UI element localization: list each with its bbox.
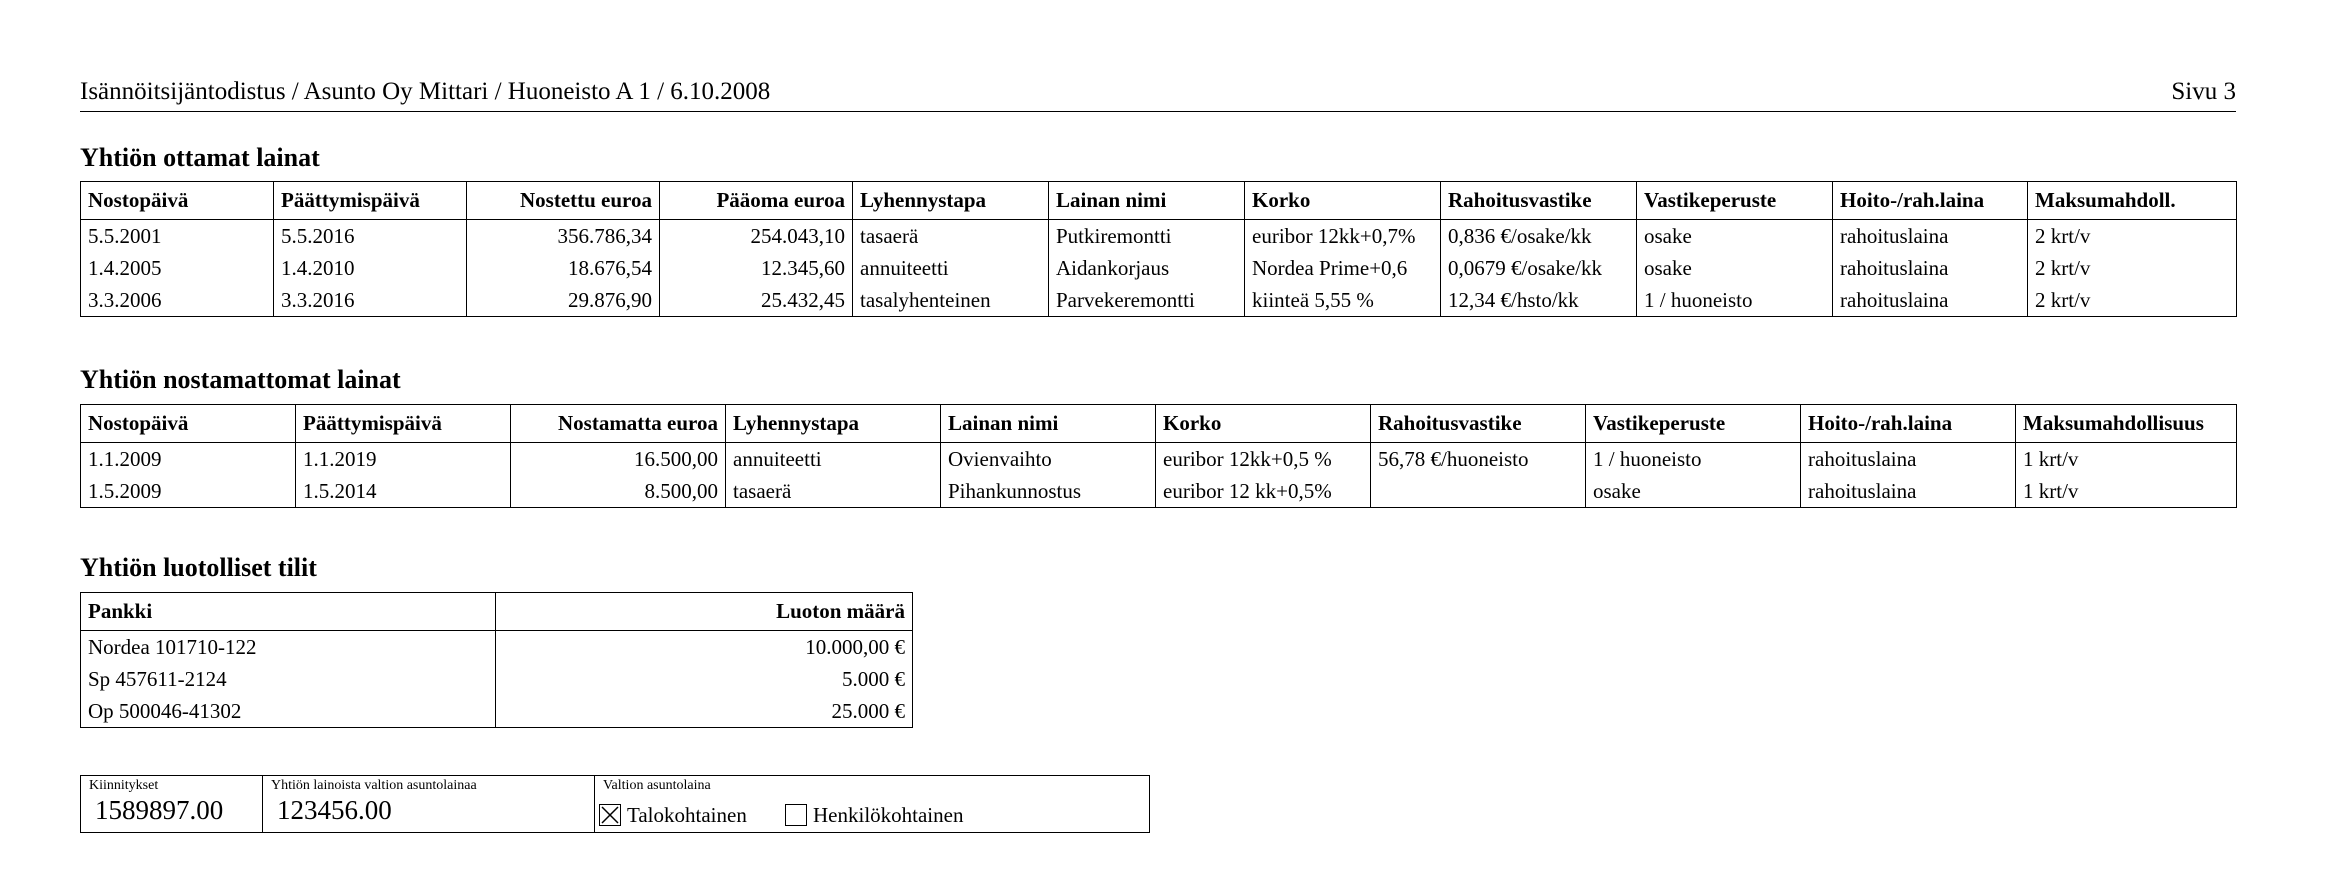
col-header: Hoito-/rah.laina bbox=[1833, 182, 2028, 220]
col-header: Maksumahdollisuus bbox=[2016, 405, 2237, 443]
document-title: Isännöitsijäntodistus / Asunto Oy Mittari / Huoneisto A 1 / 6.10.2008 bbox=[80, 78, 771, 105]
col-header: Korko bbox=[1245, 182, 1441, 220]
table-cell: Putkiremontti bbox=[1049, 220, 1245, 253]
page-number: Sivu 3 bbox=[2171, 78, 2236, 105]
state-loan-cell bbox=[263, 776, 595, 832]
loans-taken-title: Yhtiön ottamat lainat bbox=[80, 143, 320, 172]
building-checkbox[interactable] bbox=[599, 804, 621, 826]
table-cell: 254.043,10 bbox=[660, 220, 853, 253]
table-cell: 16.500,00 bbox=[511, 443, 726, 476]
table-cell: 0,0679 €/osake/kk bbox=[1441, 252, 1637, 284]
summary-box bbox=[80, 775, 1150, 833]
personal-checkbox[interactable] bbox=[785, 804, 807, 826]
table-cell: osake bbox=[1637, 220, 1833, 253]
table-row bbox=[81, 631, 913, 664]
col-header: Päättymispäivä bbox=[274, 182, 467, 220]
table-cell: 3.3.2006 bbox=[81, 284, 274, 317]
table-row bbox=[81, 284, 2237, 317]
table-cell: 1 / huoneisto bbox=[1637, 284, 1833, 317]
table-cell: Ovienvaihto bbox=[941, 443, 1156, 476]
table-cell bbox=[1371, 475, 1586, 508]
col-header: Lyhennystapa bbox=[853, 182, 1049, 220]
table-cell: 29.876,90 bbox=[467, 284, 660, 317]
mortgages-value: 1589897.00 bbox=[95, 795, 224, 825]
table-cell: 1.4.2010 bbox=[274, 252, 467, 284]
table-cell: 5.000 € bbox=[496, 663, 913, 695]
building-option-label: Talokohtainen bbox=[627, 803, 747, 827]
table-cell: annuiteetti bbox=[726, 443, 941, 476]
table-cell: 2 krt/v bbox=[2028, 252, 2237, 284]
state-loan-label: Yhtiön lainoista valtion asuntolainaa bbox=[271, 778, 477, 793]
col-header: Hoito-/rah.laina bbox=[1801, 405, 2016, 443]
loans-untaken-table bbox=[80, 404, 2237, 508]
table-header-row bbox=[81, 182, 2237, 220]
col-header: Nostopäivä bbox=[81, 182, 274, 220]
table-row bbox=[81, 252, 2237, 284]
state-loan-type-cell bbox=[595, 776, 1149, 832]
table-cell: 18.676,54 bbox=[467, 252, 660, 284]
table-row bbox=[81, 663, 913, 695]
table-cell: 1.1.2009 bbox=[81, 443, 296, 476]
col-header: Korko bbox=[1156, 405, 1371, 443]
table-cell: 0,836 €/osake/kk bbox=[1441, 220, 1637, 253]
table-cell: tasaerä bbox=[853, 220, 1049, 253]
table-row bbox=[81, 443, 2237, 476]
col-header: Nostopäivä bbox=[81, 405, 296, 443]
col-header: Lainan nimi bbox=[1049, 182, 1245, 220]
table-cell: Sp 457611-2124 bbox=[81, 663, 496, 695]
table-cell: 1 krt/v bbox=[2016, 443, 2237, 476]
mortgages-cell bbox=[81, 776, 263, 832]
table-row bbox=[81, 475, 2237, 508]
loans-untaken-title: Yhtiön nostamattomat lainat bbox=[80, 365, 401, 394]
personal-option-label: Henkilökohtainen bbox=[813, 803, 964, 827]
table-cell: 1.5.2014 bbox=[296, 475, 511, 508]
credit-accounts-table bbox=[80, 592, 913, 728]
mortgages-label: Kiinnitykset bbox=[89, 778, 159, 793]
col-header: Päättymispäivä bbox=[296, 405, 511, 443]
col-header: Pankki bbox=[81, 593, 496, 631]
table-cell: 12.345,60 bbox=[660, 252, 853, 284]
col-header: Lainan nimi bbox=[941, 405, 1156, 443]
table-cell: 56,78 €/huoneisto bbox=[1371, 443, 1586, 476]
col-header: Rahoitusvastike bbox=[1441, 182, 1637, 220]
table-cell: annuiteetti bbox=[853, 252, 1049, 284]
table-row bbox=[81, 220, 2237, 253]
check-x-icon bbox=[600, 805, 620, 825]
table-cell: 5.5.2001 bbox=[81, 220, 274, 253]
table-cell: rahoituslaina bbox=[1833, 220, 2028, 253]
table-cell: kiinteä 5,55 % bbox=[1245, 284, 1441, 317]
col-header: Pääoma euroa bbox=[660, 182, 853, 220]
table-cell: Nordea Prime+0,6 bbox=[1245, 252, 1441, 284]
table-cell: rahoituslaina bbox=[1801, 443, 2016, 476]
table-cell: euribor 12 kk+0,5% bbox=[1156, 475, 1371, 508]
table-cell: euribor 12kk+0,7% bbox=[1245, 220, 1441, 253]
table-cell: Aidankorjaus bbox=[1049, 252, 1245, 284]
state-loan-type-label: Valtion asuntolaina bbox=[603, 778, 711, 793]
col-header: Nostamatta euroa bbox=[511, 405, 726, 443]
table-cell: osake bbox=[1586, 475, 1801, 508]
table-row bbox=[81, 695, 913, 728]
table-cell: 25.000 € bbox=[496, 695, 913, 728]
table-cell: 8.500,00 bbox=[511, 475, 726, 508]
col-header: Vastikeperuste bbox=[1637, 182, 1833, 220]
table-header-row bbox=[81, 405, 2237, 443]
header-rule bbox=[80, 111, 2236, 112]
table-cell: 10.000,00 € bbox=[496, 631, 913, 664]
table-cell: rahoituslaina bbox=[1833, 284, 2028, 317]
table-cell: 1.5.2009 bbox=[81, 475, 296, 508]
table-cell: 1.1.2019 bbox=[296, 443, 511, 476]
col-header: Rahoitusvastike bbox=[1371, 405, 1586, 443]
loans-taken-table bbox=[80, 181, 2237, 317]
table-cell: 356.786,34 bbox=[467, 220, 660, 253]
table-cell: 1 krt/v bbox=[2016, 475, 2237, 508]
table-cell: Parvekeremontti bbox=[1049, 284, 1245, 317]
col-header: Luoton määrä bbox=[496, 593, 913, 631]
table-cell: 25.432,45 bbox=[660, 284, 853, 317]
table-cell: euribor 12kk+0,5 % bbox=[1156, 443, 1371, 476]
table-cell: osake bbox=[1637, 252, 1833, 284]
state-loan-value: 123456.00 bbox=[277, 795, 392, 825]
table-cell: tasaerä bbox=[726, 475, 941, 508]
table-cell: 2 krt/v bbox=[2028, 220, 2237, 253]
table-cell: rahoituslaina bbox=[1833, 252, 2028, 284]
table-cell: tasalyhenteinen bbox=[853, 284, 1049, 317]
table-cell: 5.5.2016 bbox=[274, 220, 467, 253]
table-cell: 2 krt/v bbox=[2028, 284, 2237, 317]
table-cell: 1.4.2005 bbox=[81, 252, 274, 284]
col-header: Vastikeperuste bbox=[1586, 405, 1801, 443]
table-cell: 3.3.2016 bbox=[274, 284, 467, 317]
col-header: Lyhennystapa bbox=[726, 405, 941, 443]
table-cell: rahoituslaina bbox=[1801, 475, 2016, 508]
table-cell: Nordea 101710-122 bbox=[81, 631, 496, 664]
col-header: Maksumahdoll. bbox=[2028, 182, 2237, 220]
table-cell: 1 / huoneisto bbox=[1586, 443, 1801, 476]
credit-accounts-title: Yhtiön luotolliset tilit bbox=[80, 553, 317, 582]
table-cell: Pihankunnostus bbox=[941, 475, 1156, 508]
table-cell: 12,34 €/hsto/kk bbox=[1441, 284, 1637, 317]
table-header-row bbox=[81, 593, 913, 631]
col-header: Nostettu euroa bbox=[467, 182, 660, 220]
table-cell: Op 500046-41302 bbox=[81, 695, 496, 728]
